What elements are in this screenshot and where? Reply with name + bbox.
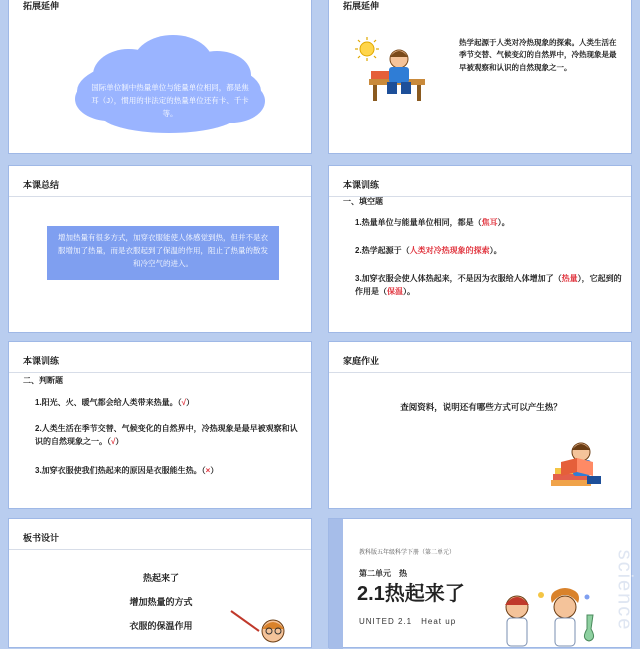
answer-2: 人类对冷热现象的探索 [409,246,490,255]
board-line-2: 增加热量的方式 [129,597,193,607]
cloud-text: 国际单位制中热量单位与能量单位相同，都是焦耳（J），惯用的非法定的热量单位还有卡、千卡等。 [91,83,249,119]
judge-1: 1.阳光、火、暖气都会给人类带来热量。（√） [35,398,195,407]
scientist-kids-icon [489,585,599,649]
slide-title: 拓展延伸 [343,1,380,11]
title-divider [9,196,311,197]
extension-text: 热学起源于人类对冷热现象的探索。人类生活在季节交替、气候变幻的自然界中，冷热现象是最早被观察和认识的自然现象之一。 [459,38,617,72]
board-line-3: 衣服的保温作用 [129,621,193,631]
answer-1: 焦耳 [481,218,498,227]
answer-3a: 热量 [561,274,578,283]
boy-on-bench-icon [351,35,433,107]
question-3: 3.加穿衣服会使人体热起来，不是因为衣服给人体增加了（热量），它起到的作用是（保温）。 [355,274,622,297]
homework-text: 查阅资料，说明还有哪些方式可以产生热？ [400,402,562,412]
cover-accent-strip [329,519,343,649]
lesson-title: 2.1热起来了 [357,583,465,605]
teacher-pointer-icon [229,609,299,649]
slide-practice-judge[interactable] [8,341,312,509]
question-2: 2.热学起源于（人类对冷热现象的探索）。 [355,246,502,255]
cross-mark-icon: × [205,466,211,475]
slide-board-design[interactable] [8,518,312,648]
slide-title: 板书设计 [23,533,60,543]
summary-box: 增加热量有很多方式，加穿衣服能使人体感觉到热，但并不是衣服增加了热量，而是衣服起到了保温的作用，阻止了热量的散发和冷空气的进入。 [47,226,279,280]
check-mark-icon: √ [181,398,187,407]
slide-cover[interactable] [328,518,636,648]
check-mark-icon: √ [111,437,116,447]
board-line-1: 热起来了 [142,573,179,583]
judge-3: 3.加穿衣服使我们热起来的原因是衣服能生热。（×） [35,466,219,475]
title-divider [9,372,311,373]
title-divider [329,372,631,373]
slide-homework[interactable] [328,341,632,509]
slide-extension-2[interactable] [328,0,632,154]
answer-3b: 保温 [387,287,403,297]
title-divider [9,549,311,550]
slide-title: 家庭作业 [343,356,380,366]
edition-label: 教科版五年级科学下册（第二单元） [359,550,456,556]
cloud-shape [69,29,269,139]
slide-summary[interactable] [8,165,312,333]
slide-practice-fill[interactable] [328,165,632,333]
section-heading: 一、填空题 [343,197,383,206]
slide-title: 本课训练 [343,180,380,190]
slide-title: 拓展延伸 [23,1,60,11]
question-1: 1.热量单位与能量单位相同，都是（焦耳）。 [355,218,510,227]
science-watermark: science [613,549,636,632]
section-heading: 二、判断题 [23,376,63,385]
reading-child-icon [547,434,609,494]
slide-title: 本课总结 [23,180,60,190]
lesson-english: UNITED 2.1 Heat up [359,617,457,626]
unit-label: 第二单元 热 [359,569,407,578]
slide-title: 本课训练 [23,356,60,366]
slide-extension-1[interactable] [8,0,312,154]
judge-2: 2.人类生活在季节交替、气候变化的自然界中，冷热现象是最早被观察和认识的自然现象之一。（√） [35,424,298,447]
